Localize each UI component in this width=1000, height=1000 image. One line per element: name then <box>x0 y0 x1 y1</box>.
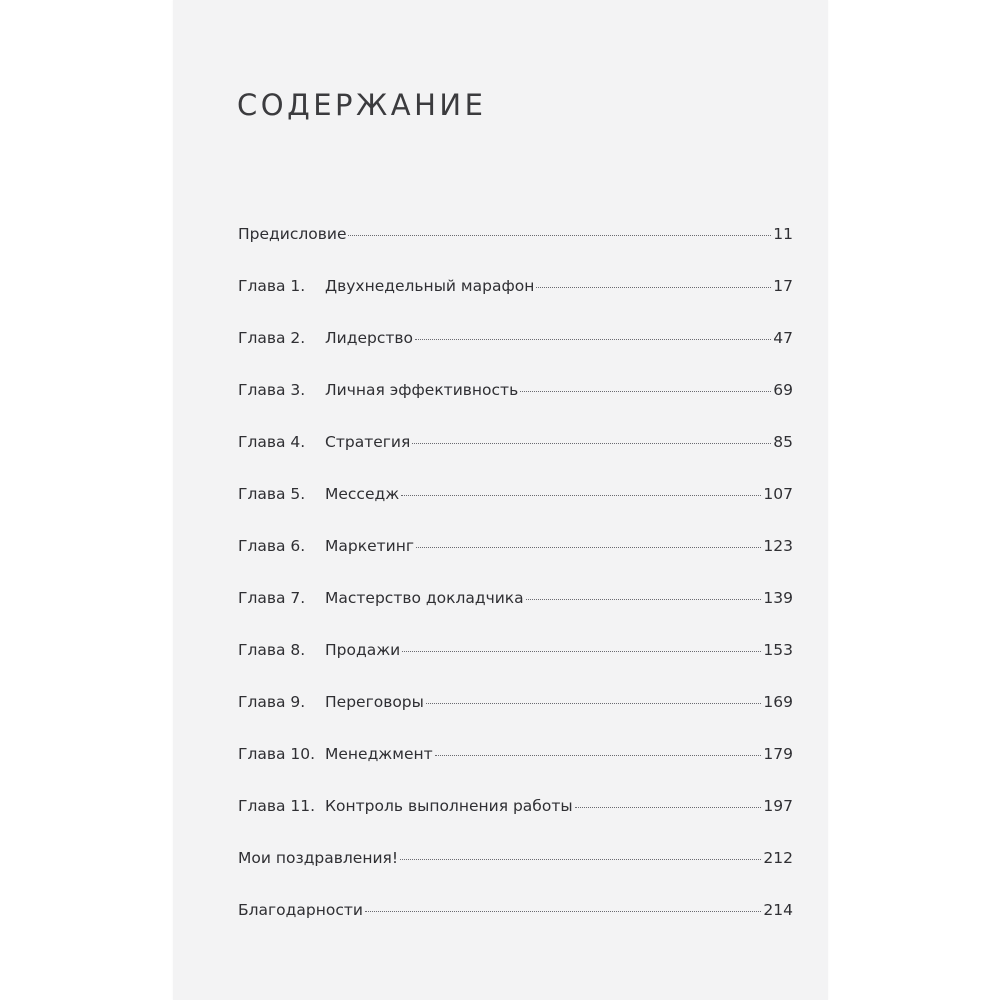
toc-entry-chapter-10 <box>238 745 793 797</box>
dot-leader <box>536 287 771 288</box>
toc-page-number: 17 <box>773 277 793 295</box>
dot-leader <box>401 495 761 496</box>
toc-entry-chapter-1 <box>238 277 793 329</box>
toc-page-number: 139 <box>763 589 793 607</box>
toc-entry-chapter-2 <box>238 329 793 381</box>
toc-entry-title: Благодарности <box>238 901 363 919</box>
toc-entry-title: Двухнедельный марафон <box>325 277 535 295</box>
toc-page-number: 179 <box>763 745 793 763</box>
toc-entry-acknowledgements <box>238 901 793 953</box>
toc-chapter-label: Глава 4. <box>238 433 306 451</box>
toc-entry-title: Стратегия <box>325 433 411 451</box>
book-page <box>173 0 828 1000</box>
toc-page-number: 85 <box>773 433 793 451</box>
toc-entry-title: Продажи <box>325 641 401 659</box>
toc-page-number: 153 <box>763 641 793 659</box>
toc-page-number: 69 <box>773 381 793 399</box>
toc-chapter-label: Глава 5. <box>238 485 306 503</box>
dot-leader <box>348 235 771 236</box>
dot-leader <box>415 339 771 340</box>
dot-leader <box>575 807 762 808</box>
toc-entry-chapter-8 <box>238 641 793 693</box>
toc-entry-preface <box>238 225 793 277</box>
toc-entry-title: Менеджмент <box>325 745 433 763</box>
toc-entry-chapter-9 <box>238 693 793 745</box>
toc-chapter-label: Глава 2. <box>238 329 306 347</box>
dot-leader <box>365 911 761 912</box>
dot-leader <box>520 391 771 392</box>
toc-entry-chapter-7 <box>238 589 793 641</box>
toc-entry-title: Месседж <box>325 485 400 503</box>
toc-page-number: 123 <box>763 537 793 555</box>
toc-chapter-label: Глава 8. <box>238 641 306 659</box>
dot-leader <box>412 443 771 444</box>
toc-chapter-label: Глава 11. <box>238 797 316 815</box>
toc-entry-title: Контроль выполнения работы <box>325 797 573 815</box>
toc-entry-title: Предисловие <box>238 225 347 243</box>
toc-entry-title: Переговоры <box>325 693 424 711</box>
toc-chapter-label: Глава 7. <box>238 589 306 607</box>
dot-leader <box>416 547 761 548</box>
toc-chapter-label: Глава 6. <box>238 537 306 555</box>
toc-entry-chapter-3 <box>238 381 793 433</box>
toc-chapter-label: Глава 1. <box>238 277 306 295</box>
toc-page-number: 212 <box>763 849 793 867</box>
toc-entry-title: Лидерство <box>325 329 413 347</box>
page-title: СОДЕРЖАНИЕ <box>237 88 487 122</box>
toc-chapter-label: Глава 3. <box>238 381 306 399</box>
toc-page-number: 107 <box>763 485 793 503</box>
dot-leader <box>402 651 761 652</box>
toc-entry-chapter-11 <box>238 797 793 849</box>
table-of-contents <box>238 225 793 953</box>
toc-entry-title: Личная эффективность <box>325 381 519 399</box>
toc-entry-title: Мои поздравления! <box>238 849 399 867</box>
toc-page-number: 197 <box>763 797 793 815</box>
toc-entry-title: Маркетинг <box>325 537 414 555</box>
toc-chapter-label: Глава 10. <box>238 745 316 763</box>
dot-leader <box>426 703 762 704</box>
toc-entry-title: Мастерство докладчика <box>325 589 524 607</box>
toc-entry-chapter-4 <box>238 433 793 485</box>
toc-page-number: 169 <box>763 693 793 711</box>
dot-leader <box>526 599 762 600</box>
dot-leader <box>435 755 762 756</box>
toc-entry-chapter-5 <box>238 485 793 537</box>
dot-leader <box>400 859 761 860</box>
toc-page-number: 11 <box>773 225 793 243</box>
toc-page-number: 214 <box>763 901 793 919</box>
toc-page-number: 47 <box>773 329 793 347</box>
toc-entry-chapter-6 <box>238 537 793 589</box>
toc-chapter-label: Глава 9. <box>238 693 306 711</box>
toc-entry-congratulations <box>238 849 793 901</box>
